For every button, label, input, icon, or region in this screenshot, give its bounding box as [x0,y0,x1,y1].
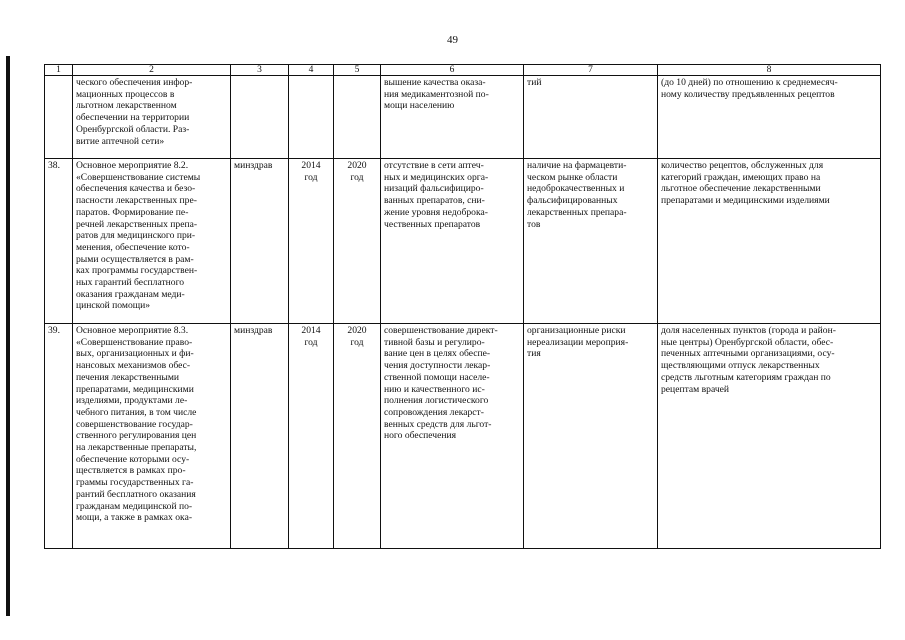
table-row [45,76,881,159]
row-number-cell [45,76,73,159]
event-cell: Основное мероприятие 8.3. «Совершенствование право- вых, организационных и фи- нансовых механизмов обес- печения лекарственными препаратами, медицинскими изделиями, продуктами ле- чебного питания, в том числе совершенствование государ- ственного регулирования цен на лекарственные препараты, обеспечение которыми осу- ществляется в рамках про- граммы государственных га- рантий бесплатного оказания гражданам медицинской по- мощи, а также в рамках ока- [73,324,231,549]
end-year-cell: 2020 год [334,159,381,324]
column-header: 5 [334,65,381,76]
expected-result-cell: отсутствие в сети аптеч- ных и медицинских орга- низаций фальсифициро- ванных препаратов, сни- жение уровня недоброка- чественных препаратов [381,159,524,324]
executor-cell: минздрав [231,324,289,549]
start-year-cell: 2014 год [289,324,334,549]
column-header: 8 [658,65,881,76]
indicator-cell: количество рецептов, обслуженных для категорий граждан, имеющих право на льготное обеспечение лекарственными препаратами и медицинскими изделиями [658,159,881,324]
start-year-cell: 2014 год [289,159,334,324]
column-header: 3 [231,65,289,76]
risks-cell: тий [524,76,658,159]
event-cell: Основное мероприятие 8.2. «Совершенствование системы обеспечения качества и безо- пасности лекарственных пре- паратов. Формирование пе- речней лекарственных препа- ратов для медицинского при- менения, обеспечение кото- рыми осуществляется в рам- ках программы государствен- ных гарантий бесплатного оказания гражданам меди- цинской помощи» [73,159,231,324]
risks-cell: наличие на фармацевти- ческом рынке области недоброкачественных и фальсифицированных лекарственных препара- тов [524,159,658,324]
column-header: 6 [381,65,524,76]
column-header: 2 [73,65,231,76]
executor-cell [231,76,289,159]
indicator-cell: (до 10 дней) по отношению к среднемесяч- ному количеству предъявленных рецептов [658,76,881,159]
column-header: 4 [289,65,334,76]
start-year-cell [289,76,334,159]
column-number-row [45,65,881,76]
risks-cell: организационные риски нереализации мероприя- тия [524,324,658,549]
event-cell: ческого обеспечения инфор- мационных процессов в льготном лекарственном обеспечении на территории Оренбургской области. Раз- витие аптечной сети» [73,76,231,159]
executor-cell: минздрав [231,159,289,324]
table-row [45,159,881,324]
row-number-cell: 38. [45,159,73,324]
expected-result-cell: вышение качества оказа- ния медикаментозной по- мощи населению [381,76,524,159]
expected-result-cell: совершенствование директ- тивной базы и регулиро- вание цен в целях обеспе- чения доступности лекар- ственной помощи населе- нию и качественного ис- полнения логистического сопровождения лекарст- венных средств для льгот- ного обеспечения [381,324,524,549]
column-header: 7 [524,65,658,76]
page-number: 49 [447,34,458,46]
indicator-cell: доля населенных пунктов (города и район- ные центры) Оренбургской области, обес- печенных аптечными организациями, осу- ществляющими отпуск лекарственных средств льготным категориям граждан по рецептам врачей [658,324,881,549]
end-year-cell: 2020 год [334,324,381,549]
row-number-cell: 39. [45,324,73,549]
table-row [45,324,881,549]
column-header: 1 [45,65,73,76]
measures-table [44,64,881,549]
end-year-cell [334,76,381,159]
left-margin-bar [6,56,10,616]
